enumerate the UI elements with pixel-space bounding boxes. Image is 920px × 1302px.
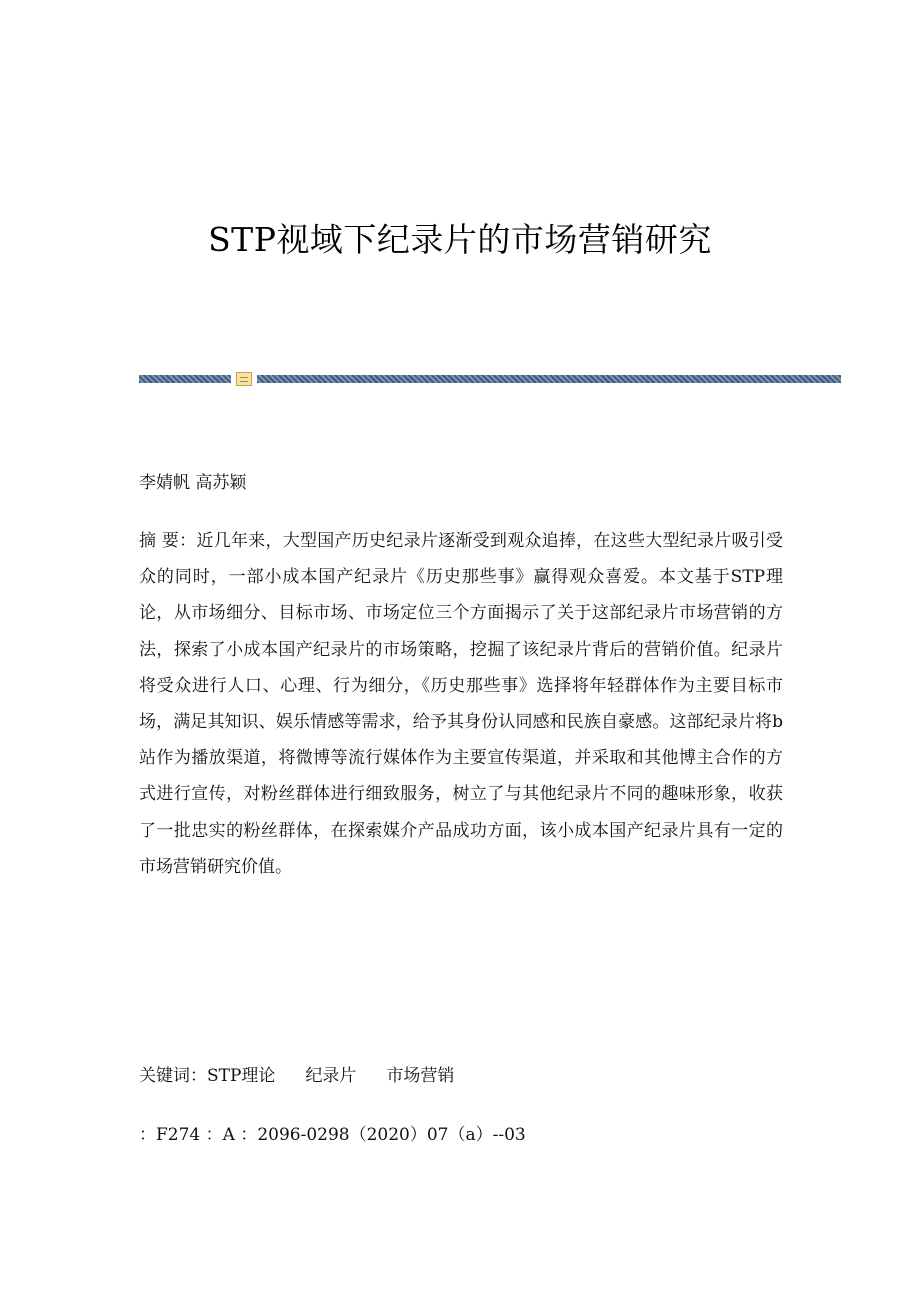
- document-title: STP视域下纪录片的市场营销研究: [208, 220, 712, 259]
- divider-bar-right: [257, 375, 841, 383]
- abstract-label: 摘 要：: [139, 531, 197, 551]
- divider-ornament-icon: [236, 372, 252, 386]
- keyword: 纪录片: [305, 1066, 357, 1086]
- abstract-text: 近几年来，大型国产历史纪录片逐渐受到观众追捧，在这些大型纪录片吸引受众的同时，一部小成本国产纪录片《历史那些事》赢得观众喜爱。本文基于STP理论，从市场细分、目标市场、市场定位三个方面揭示了关于这部纪录片市场营销的方法，探索了小成本国产纪录片的市场策略，挖掘了该纪录片背后的营销价值。纪录片将受众进行人口、心理、行为细分，《历史那些事》选择将年轻群体作为主要目标市场，满足其知识、娱乐情感等需求，给予其身份认同感和民族自豪感。这部纪录片将b站作为播放渠道，将微博等流行媒体作为主要宣传渠道，并采取和其他博主合作的方式进行宣传，对粉丝群体进行细致服务，树立了与其他纪录片不同的趣味形象，收获了一批忠实的粉丝群体，在探索媒介产品成功方面，该小成本国产纪录片具有一定的市场营销研究价值。: [139, 531, 784, 877]
- authors: 李婧帆 高苏颖: [139, 473, 247, 493]
- divider-bar-left: [139, 375, 231, 383]
- keywords: [139, 1063, 484, 1089]
- keyword: 市场营销: [386, 1066, 455, 1086]
- keywords-label: 关键词：: [139, 1066, 207, 1086]
- keyword: STP理论: [207, 1066, 276, 1086]
- abstract: [139, 523, 783, 885]
- classification-codes: ：F274 ：A ：2096-0298（2020）07（a）--03: [139, 1125, 526, 1145]
- title-divider: [139, 375, 841, 383]
